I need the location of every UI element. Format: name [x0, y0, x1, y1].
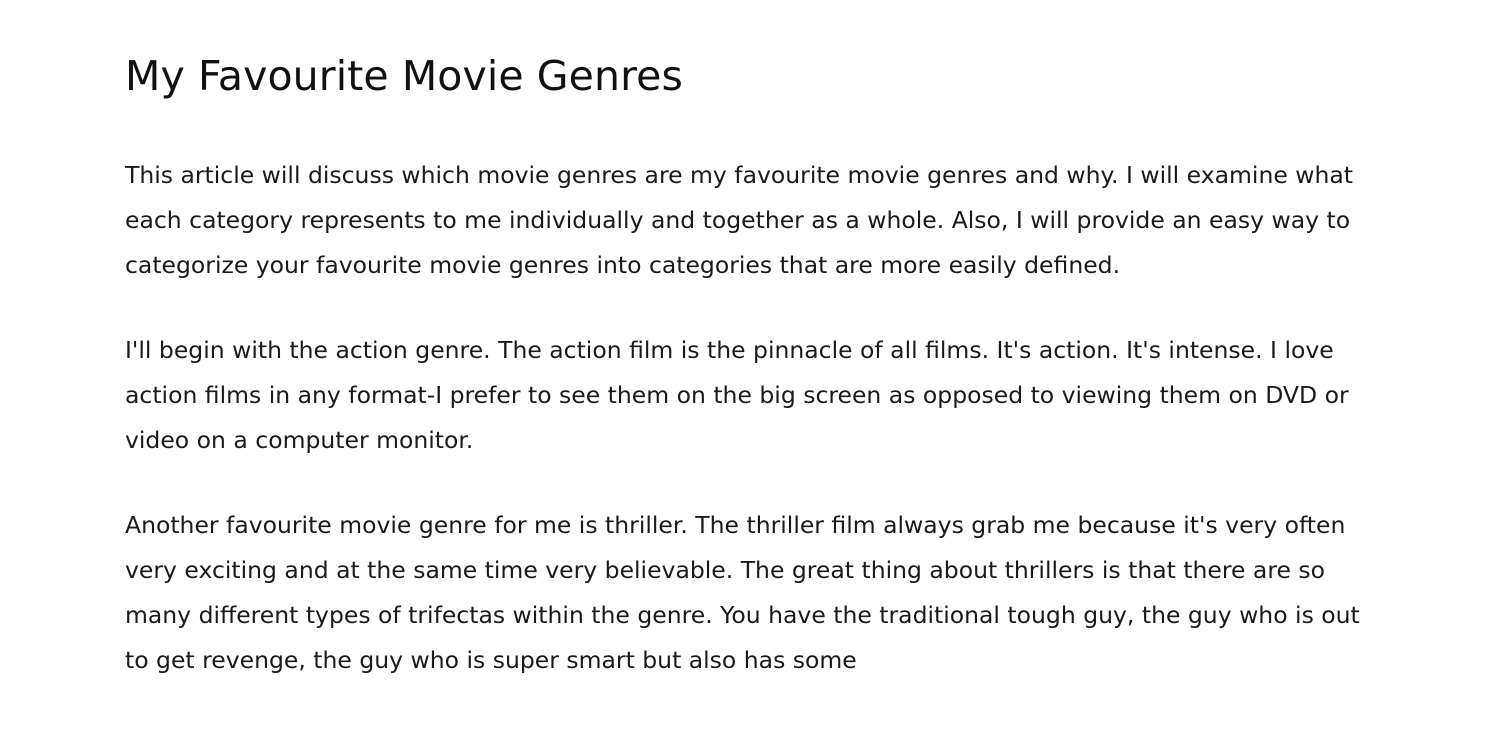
page-title: My Favourite Movie Genres [125, 52, 683, 100]
paragraph-thriller-genre: Another favourite movie genre for me is thriller. The thriller film always grab me because it's very often very exciting and at the same time very believable. The great thing about thrillers is that there are so many different types of trifectas within the genre. You have the traditional tough guy, the guy who is out to get revenge, the guy who is super smart but also has some [125, 511, 1360, 675]
paragraph-intro: This article will discuss which movie genres are my favourite movie genres and why. I will examine what each category represents to me individually and together as a whole. Also, I will provide an easy way to categorize your favourite movie genres into categories that are more easily defined. [125, 161, 1354, 280]
paragraph-action-genre: I'll begin with the action genre. The action film is the pinnacle of all films. It's action. It's intense. I love action films in any format-I prefer to see them on the big screen as opposed to viewing them on DVD or video on a computer monitor. [125, 336, 1349, 455]
